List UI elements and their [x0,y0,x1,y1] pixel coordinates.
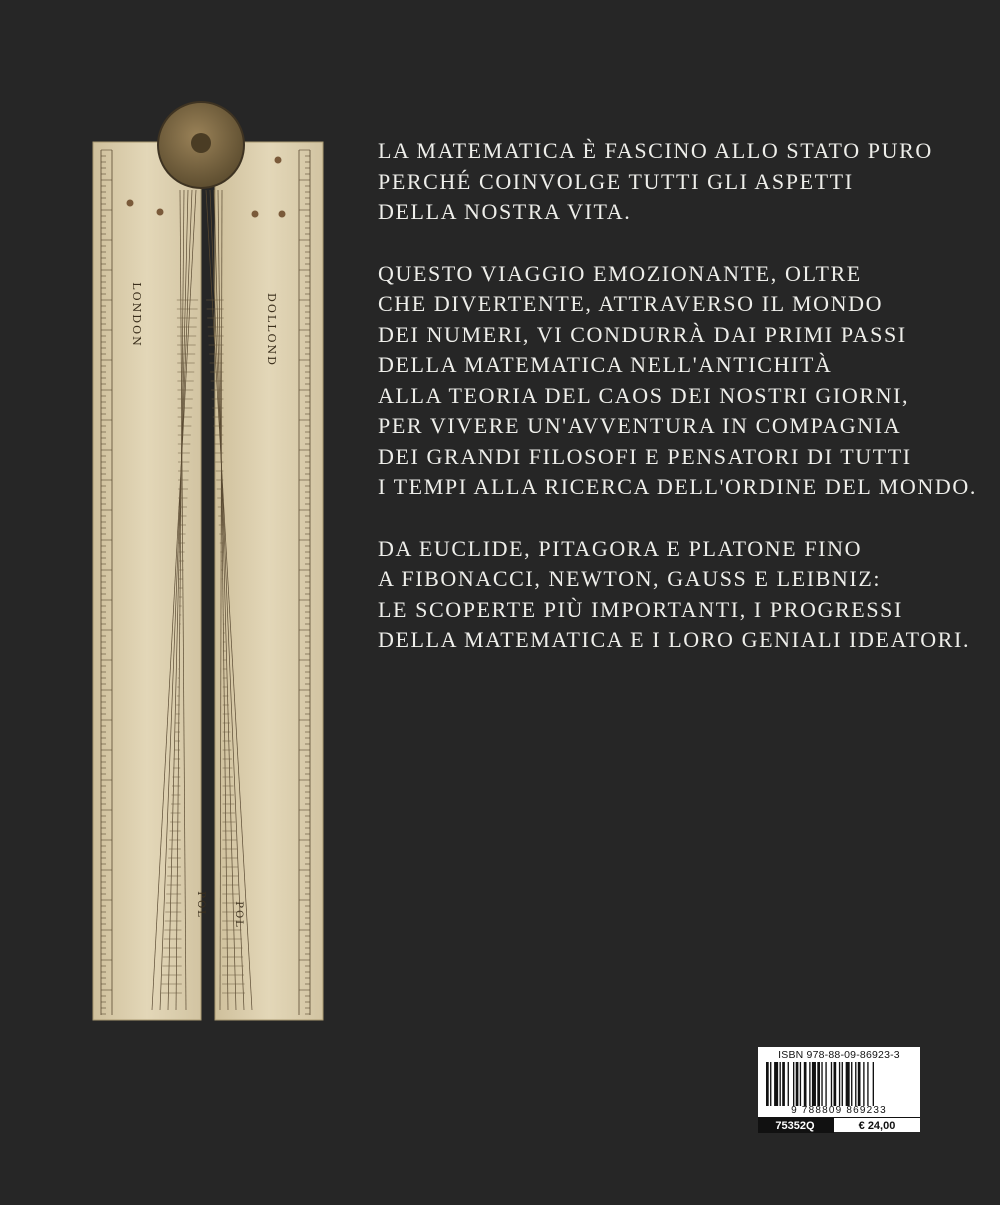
barcode-bars [762,1062,916,1106]
price: € 24,00 [832,1118,920,1133]
blurb-line: I TEMPI ALLA RICERCA DELL'ORDINE DEL MONDO. [378,474,977,499]
barcode-bar [839,1062,840,1106]
blurb-line: CHE DIVERTENTE, ATTRAVERSO IL MONDO [378,291,884,316]
blurb-line: DELLA MATEMATICA E I LORO GENIALI IDEATORI. [378,627,971,652]
barcode-bar [809,1062,810,1106]
barcode-bar [817,1062,820,1106]
barcode-bar [788,1062,789,1106]
isbn-number: ISBN 978-88-09-86923-3 [778,1049,900,1061]
barcode-bar [793,1062,794,1106]
blurb-line: DEI NUMERI, VI CONDURRÀ DAI PRIMI PASSI [378,321,907,347]
blurb-line: PER VIVERE UN'AVVENTURA IN COMPAGNIA [378,413,902,438]
blurb-line: A FIBONACCI, NEWTON, GAUSS E LEIBNIZ: [378,566,882,591]
barcode-bar [774,1062,778,1106]
product-code: 75352Q [758,1118,832,1133]
left-arm-label: LONDON [130,282,143,348]
barcode-bar [846,1062,850,1106]
blurb-line: DELLA NOSTRA VITA. [378,199,632,224]
barcode-bar [766,1062,769,1106]
sector-arms [93,142,323,1020]
barcode-bar [800,1062,801,1106]
barcode-bar [858,1062,861,1106]
barcode-bar [796,1062,799,1106]
barcode-bar [770,1062,771,1106]
ean-digits: 9 788809 869233 [791,1105,887,1116]
barcode-bar [780,1062,781,1106]
pin-dot [279,211,286,218]
blurb-paragraph-3 [378,534,978,656]
barcode-bar [873,1062,874,1106]
barcode-bar [825,1062,826,1106]
back-cover-blurb [378,136,978,687]
pin-dot [157,209,164,216]
blurb-line: DELLA MATEMATICA NELL'ANTICHITÀ [378,352,833,377]
barcode-bar [842,1062,843,1106]
blurb-line: QUESTO VIAGGIO EMOZIONANTE, OLTRE [378,260,862,286]
blurb-line: ALLA TEORIA DEL CAOS DEI NOSTRI GIORNI, [378,382,910,408]
blurb-line: LE SCOPERTE PIÙ IMPORTANTI, I PROGRESSI [378,596,903,622]
blurb-line: DEI GRANDI FILOSOFI E PENSATORI DI TUTTI [378,443,912,469]
price-row [758,1117,920,1133]
barcode-bar [834,1062,837,1106]
barcode-bar [804,1062,807,1106]
pin-dot [275,157,282,164]
barcode-bar [867,1062,868,1106]
pivot-center [191,133,211,153]
barcode-box [758,1047,920,1132]
barcode-bar [821,1062,822,1106]
blurb-line: LA MATEMATICA È FASCINO ALLO STATO PURO [378,138,933,163]
right-bottom-label: POL [233,901,244,929]
right-arm-label: DOLLOND [265,293,278,367]
barcode-bar [851,1062,852,1106]
pin-dot [127,200,134,207]
barcode-bar [863,1062,864,1106]
barcode-bar [812,1062,816,1106]
barcode-bar [855,1062,856,1106]
blurb-paragraph-1 [378,136,978,228]
barcode-bar [782,1062,785,1106]
blurb-paragraph-2 [378,259,978,503]
pin-dot [252,211,259,218]
blurb-line: DA EUCLIDE, PITAGORA E PLATONE FINO [378,535,863,561]
left-bottom-label: POL [195,891,206,919]
blurb-line: PERCHÉ COINVOLGE TUTTI GLI ASPETTI [378,168,854,194]
barcode-bar [831,1062,832,1106]
